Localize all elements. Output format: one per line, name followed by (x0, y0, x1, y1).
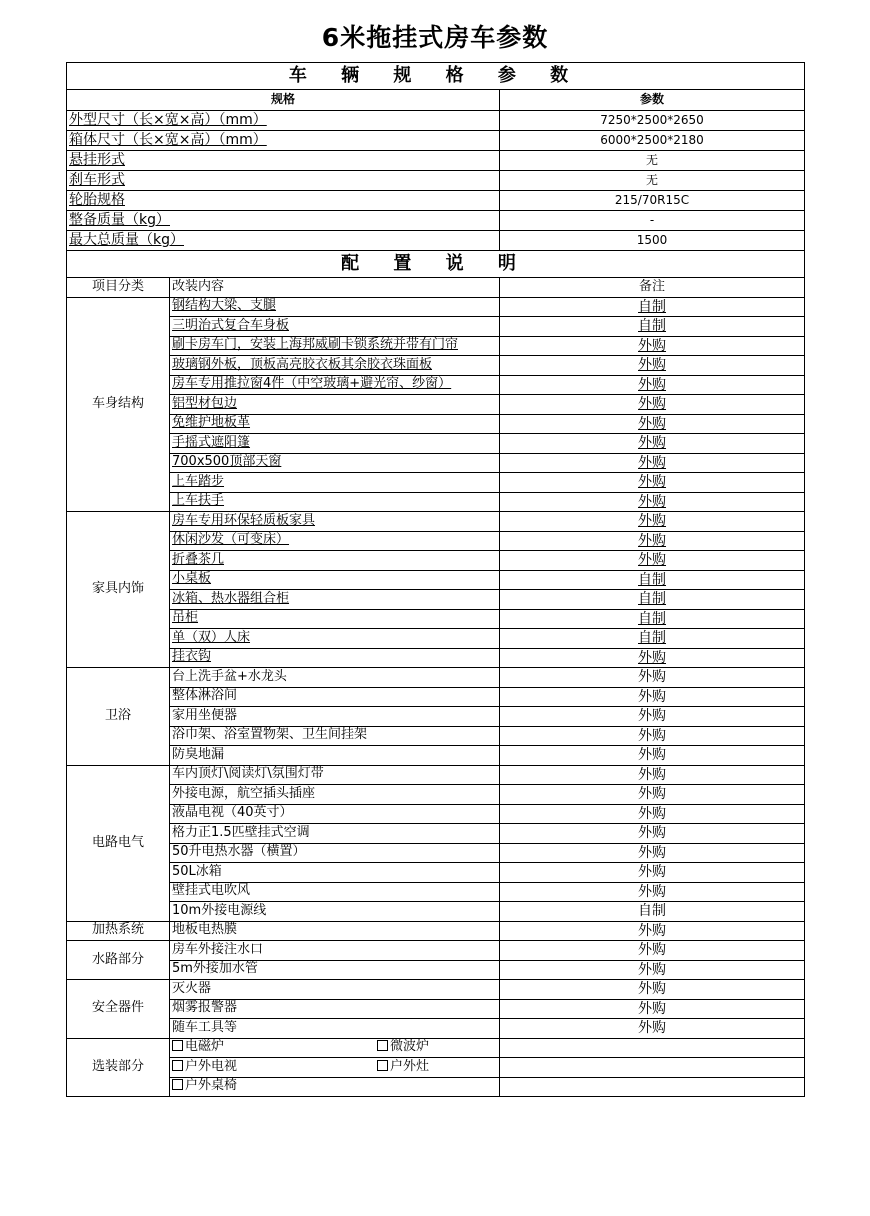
optional-row (67, 1038, 805, 1058)
config-note: 外购 (500, 531, 805, 551)
spec-row (67, 131, 805, 151)
config-row (67, 1019, 805, 1039)
config-item: 上车扶手 (170, 492, 500, 512)
config-item: 冰箱、热水器组合柜 (170, 590, 500, 610)
config-note: 自制 (500, 570, 805, 590)
checkbox-icon[interactable] (172, 1040, 183, 1051)
config-row (67, 414, 805, 434)
config-item: 免维护地板革 (170, 414, 500, 434)
config-item: 房车专用推拉窗4件（中空玻璃+避光帘、纱窗） (170, 375, 500, 395)
config-item: 休闲沙发（可变床） (170, 531, 500, 551)
config-note: 外购 (500, 492, 805, 512)
spec-row (67, 171, 805, 191)
optional-note (500, 1058, 805, 1078)
config-item: 车内顶灯\阅读灯\氛围灯带 (170, 765, 500, 785)
optional-item[interactable] (172, 1079, 377, 1094)
config-item: 液晶电视（40英寸） (170, 804, 500, 824)
config-item: 台上洗手盆+水龙头 (170, 668, 500, 688)
config-note: 自制 (500, 629, 805, 649)
config-item: 50升电热水器（横置） (170, 843, 500, 863)
config-item: 灭火器 (170, 980, 500, 1000)
config-item: 700x500顶部天窗 (170, 453, 500, 473)
config-item: 吊柜 (170, 609, 500, 629)
config-note: 自制 (500, 902, 805, 922)
optional-items-cell (170, 1038, 500, 1058)
spec-header-label: 规格 (67, 90, 500, 111)
config-item: 家用坐便器 (170, 707, 500, 727)
config-row (67, 668, 805, 688)
config-row (67, 317, 805, 337)
config-item: 5m外接加水管 (170, 960, 500, 980)
config-note: 外购 (500, 863, 805, 883)
config-note: 自制 (500, 297, 805, 317)
config-item: 整体淋浴间 (170, 687, 500, 707)
spec-header-value: 参数 (500, 90, 805, 111)
config-row (67, 453, 805, 473)
optional-note (500, 1077, 805, 1097)
spec-label: 刹车形式 (67, 171, 500, 191)
config-item: 50L冰箱 (170, 863, 500, 883)
config-row (67, 375, 805, 395)
spec-label: 悬挂形式 (67, 151, 500, 171)
spec-label: 最大总质量（kg） (67, 231, 500, 251)
config-row (67, 609, 805, 629)
config-row (67, 882, 805, 902)
page-title: 6米拖挂式房车参数 (321, 23, 549, 52)
config-note: 外购 (500, 395, 805, 415)
config-note: 外购 (500, 785, 805, 805)
config-row (67, 336, 805, 356)
config-note: 外购 (500, 1019, 805, 1039)
category-label: 卫浴 (67, 668, 170, 766)
config-row (67, 512, 805, 532)
config-note: 外购 (500, 375, 805, 395)
config-header-note: 备注 (500, 278, 805, 298)
spec-value: 1500 (500, 231, 805, 251)
config-note: 外购 (500, 804, 805, 824)
config-row (67, 434, 805, 454)
category-label: 家具内饰 (67, 512, 170, 668)
spec-row (67, 191, 805, 211)
config-item: 浴巾架、浴室置物架、卫生间挂架 (170, 726, 500, 746)
spec-label: 整备质量（kg） (67, 211, 500, 231)
config-header-content: 改装内容 (170, 278, 500, 298)
config-note: 外购 (500, 434, 805, 454)
config-note: 外购 (500, 551, 805, 571)
checkbox-icon[interactable] (377, 1060, 388, 1071)
config-row (67, 297, 805, 317)
config-item: 10m外接电源线 (170, 902, 500, 922)
config-row (67, 902, 805, 922)
config-note: 外购 (500, 765, 805, 785)
config-row (67, 648, 805, 668)
optional-item-label: 户外灶 (390, 1058, 430, 1074)
spec-row (67, 231, 805, 251)
checkbox-icon[interactable] (172, 1060, 183, 1071)
checkbox-icon[interactable] (377, 1040, 388, 1051)
config-note: 外购 (500, 687, 805, 707)
config-section-heading: 配 置 说 明 (67, 251, 805, 278)
optional-item-label: 电磁炉 (185, 1039, 225, 1055)
spec-row (67, 111, 805, 131)
category-label: 电路电气 (67, 765, 170, 921)
config-row (67, 707, 805, 727)
config-item: 烟雾报警器 (170, 999, 500, 1019)
config-item: 随车工具等 (170, 1019, 500, 1039)
config-note: 外购 (500, 941, 805, 961)
config-row (67, 531, 805, 551)
optional-item[interactable] (377, 1040, 500, 1055)
config-row (67, 492, 805, 512)
config-note: 外购 (500, 512, 805, 532)
config-row (67, 356, 805, 376)
config-row (67, 687, 805, 707)
config-note: 外购 (500, 356, 805, 376)
checkbox-icon[interactable] (172, 1079, 183, 1090)
config-item: 上车踏步 (170, 473, 500, 493)
config-row (67, 843, 805, 863)
config-row (67, 570, 805, 590)
config-note: 外购 (500, 824, 805, 844)
optional-item-label: 微波炉 (390, 1039, 430, 1055)
spec-section-heading: 车 辆 规 格 参 数 (67, 63, 805, 90)
config-row (67, 629, 805, 649)
config-item: 手摇式遮阳篷 (170, 434, 500, 454)
category-label: 安全器件 (67, 980, 170, 1039)
config-row (67, 980, 805, 1000)
config-row (67, 746, 805, 766)
config-item: 钢结构大梁、支腿 (170, 297, 500, 317)
category-label: 水路部分 (67, 941, 170, 980)
spec-label: 箱体尺寸（长×宽×高）（mm） (67, 131, 500, 151)
config-note: 外购 (500, 726, 805, 746)
config-item: 挂衣钩 (170, 648, 500, 668)
config-note: 外购 (500, 882, 805, 902)
config-row (67, 824, 805, 844)
config-note: 外购 (500, 999, 805, 1019)
config-item: 格力正1.5匹壁挂式空调 (170, 824, 500, 844)
optional-note (500, 1038, 805, 1058)
optional-items-cell (170, 1077, 500, 1097)
spec-value: 无 (500, 151, 805, 171)
optional-item-label: 户外桌椅 (185, 1078, 238, 1094)
category-label: 车身结构 (67, 297, 170, 512)
config-item: 三明治式复合车身板 (170, 317, 500, 337)
config-note: 外购 (500, 414, 805, 434)
config-item: 房车专用环保轻质板家具 (170, 512, 500, 532)
config-row (67, 863, 805, 883)
category-label: 加热系统 (67, 921, 170, 941)
optional-item[interactable] (377, 1060, 500, 1075)
config-item: 折叠茶几 (170, 551, 500, 571)
config-row (67, 395, 805, 415)
config-note: 外购 (500, 980, 805, 1000)
optional-row (67, 1058, 805, 1078)
config-item: 壁挂式电吹风 (170, 882, 500, 902)
optional-row (67, 1077, 805, 1097)
config-row (67, 941, 805, 961)
config-row (67, 999, 805, 1019)
config-note: 自制 (500, 609, 805, 629)
parameter-table (66, 62, 805, 1097)
config-row (67, 921, 805, 941)
config-note: 外购 (500, 336, 805, 356)
spec-value: 无 (500, 171, 805, 191)
config-item: 玻璃钢外板，顶板高亮胶衣板其余胶衣珠面板 (170, 356, 500, 376)
config-note: 外购 (500, 473, 805, 493)
config-row (67, 960, 805, 980)
spec-value: 7250*2500*2650 (500, 111, 805, 131)
spec-row (67, 211, 805, 231)
config-item: 铝型材包边 (170, 395, 500, 415)
optional-item[interactable] (172, 1040, 377, 1055)
config-note: 外购 (500, 668, 805, 688)
config-row (67, 590, 805, 610)
config-note: 外购 (500, 921, 805, 941)
config-item: 地板电热膜 (170, 921, 500, 941)
config-note: 外购 (500, 453, 805, 473)
spec-label: 外型尺寸（长×宽×高）（mm） (67, 111, 500, 131)
optional-item-label: 户外电视 (185, 1058, 238, 1074)
config-note: 外购 (500, 648, 805, 668)
config-item: 外接电源，航空插头插座 (170, 785, 500, 805)
config-note: 外购 (500, 707, 805, 727)
config-row (67, 785, 805, 805)
config-item: 小桌板 (170, 570, 500, 590)
config-item: 房车外接注水口 (170, 941, 500, 961)
config-header-category: 项目分类 (67, 278, 170, 298)
config-row (67, 551, 805, 571)
spec-value: 215/70R15C (500, 191, 805, 211)
spec-row (67, 151, 805, 171)
config-note: 自制 (500, 317, 805, 337)
config-item: 防臭地漏 (170, 746, 500, 766)
optional-items-cell (170, 1058, 500, 1078)
config-item: 刷卡房车门，安装上海邦威刷卡锁系统并带有门帘 (170, 336, 500, 356)
config-row (67, 765, 805, 785)
optional-item[interactable] (172, 1060, 377, 1075)
config-row (67, 804, 805, 824)
spec-value: - (500, 211, 805, 231)
config-note: 外购 (500, 843, 805, 863)
config-note: 外购 (500, 746, 805, 766)
config-item: 单（双）人床 (170, 629, 500, 649)
spec-value: 6000*2500*2180 (500, 131, 805, 151)
config-note: 自制 (500, 590, 805, 610)
spec-label: 轮胎规格 (67, 191, 500, 211)
config-note: 外购 (500, 960, 805, 980)
config-row (67, 473, 805, 493)
config-row (67, 726, 805, 746)
optional-category-label: 选装部分 (67, 1038, 170, 1097)
